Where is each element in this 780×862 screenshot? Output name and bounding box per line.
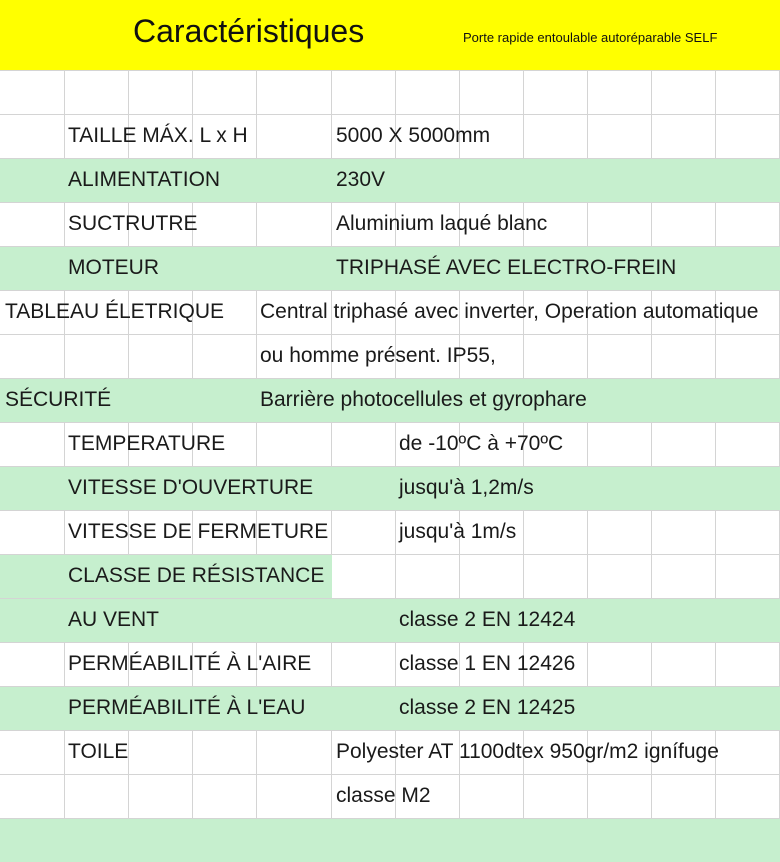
grid-line [587,422,588,466]
spec-value: 5000 X 5000mm [336,124,491,147]
grid-line [715,334,716,378]
grid-line [523,334,524,378]
grid-line [715,510,716,554]
spec-label: VITESSE DE FERMETURE [68,520,329,543]
table-row [0,246,780,290]
table-row [0,334,780,378]
grid-line [523,510,524,554]
grid-line [715,70,716,114]
grid-line [715,114,716,158]
spec-value: Polyester AT 1100dtex 950gr/m2 ignífuge [336,740,719,763]
grid-line [331,510,332,554]
spec-value: de -10ºC à +70ºC [399,432,564,455]
grid-line [0,202,780,203]
grid-line [256,774,257,818]
grid-line [0,642,780,643]
table-row [0,730,780,774]
grid-line [0,378,780,379]
spec-value: Barrière photocellules et gyrophare [260,388,587,411]
grid-line [64,642,65,686]
grid-line [64,202,65,246]
grid-line [715,642,716,686]
grid-line [192,334,193,378]
spec-label: PERMÉABILITÉ À L'EAU [68,696,306,719]
grid-line [587,510,588,554]
table-row [0,378,780,422]
grid-line [0,246,780,247]
spec-label: TABLEAU ÉLETRIQUE [5,300,225,323]
grid-line [64,422,65,466]
grid-line [256,70,257,114]
grid-line [587,202,588,246]
grid-line [0,466,780,467]
grid-line [128,70,129,114]
grid-line [395,642,396,686]
spec-value: jusqu'à 1,2m/s [399,476,534,499]
grid-line [523,114,524,158]
grid-line [651,510,652,554]
grid-line [192,774,193,818]
grid-line [64,774,65,818]
spec-label: MOTEUR [68,256,159,279]
grid-line [715,554,716,598]
grid-line [0,334,780,335]
grid-line [0,554,780,555]
grid-line [331,730,332,774]
grid-line [587,642,588,686]
table-row [0,70,780,114]
grid-line [459,554,460,598]
grid-line [395,510,396,554]
grid-line [64,730,65,774]
spec-label: AU VENT [68,608,160,631]
spec-value: jusqu'à 1m/s [399,520,517,543]
grid-line [395,422,396,466]
grid-line [192,730,193,774]
grid-line [331,642,332,686]
table-row [0,422,780,466]
table-row [0,774,780,818]
grid-line [587,554,588,598]
grid-line [0,730,780,731]
spec-value: Aluminium laqué blanc [336,212,548,235]
grid-line [0,114,780,115]
grid-line [523,554,524,598]
table-row [0,818,780,862]
table-row [0,466,780,510]
grid-line [587,774,588,818]
spec-label: ALIMENTATION [68,168,221,191]
spec-label: TOILE [68,740,129,763]
spec-value: classe 2 EN 12425 [399,696,576,719]
spec-value: classe 2 EN 12424 [399,608,576,631]
grid-line [0,422,780,423]
spec-value: TRIPHASÉ AVEC ELECTRO-FREIN [336,256,677,279]
grid-line [651,422,652,466]
grid-line [587,114,588,158]
grid-line [331,422,332,466]
grid-line [0,70,780,71]
grid-line [331,70,332,114]
grid-line [0,290,780,291]
spec-label: CLASSE DE RÉSISTANCE [68,564,325,587]
grid-line [587,70,588,114]
grid-line [651,70,652,114]
grid-line [715,774,716,818]
grid-line [587,334,588,378]
spec-value: classe 1 EN 12426 [399,652,576,675]
grid-line [256,334,257,378]
spec-label: SUCTRUTRE [68,212,198,235]
spec-value: Central triphasé avec inverter, Operation automatique [260,300,759,323]
grid-line [331,202,332,246]
grid-line [523,70,524,114]
grid-line [395,70,396,114]
grid-line [0,158,780,159]
grid-line [651,554,652,598]
grid-line [64,510,65,554]
grid-line [64,334,65,378]
spec-table [0,70,780,849]
table-row [0,598,780,642]
spec-value: ou homme présent. IP55, [260,344,496,367]
spec-label: VITESSE D'OUVERTURE [68,476,314,499]
grid-line [459,70,460,114]
grid-line [395,554,396,598]
spec-value: classe M2 [336,784,431,807]
grid-line [64,114,65,158]
grid-line [715,422,716,466]
grid-line [0,686,780,687]
empty-cell [332,554,780,598]
table-row [0,114,780,158]
grid-line [256,114,257,158]
grid-line [331,774,332,818]
grid-line [256,202,257,246]
table-row [0,686,780,730]
grid-line [651,114,652,158]
grid-line [651,642,652,686]
grid-line [192,70,193,114]
spec-label: SÉCURITÉ [5,388,112,411]
grid-line [256,730,257,774]
table-row [0,554,780,598]
spec-label: TAILLE MÁX. L x H [68,124,248,147]
table-row [0,510,780,554]
page-subtitle: Porte rapide entoulable autoréparable SELF [463,30,718,45]
spec-label: TEMPERATURE [68,432,226,455]
page-title: Caractéristiques [133,13,365,49]
grid-line [331,114,332,158]
table-row [0,158,780,202]
grid-line [459,774,460,818]
grid-line [0,598,780,599]
grid-line [0,774,780,775]
title-banner [0,0,780,70]
grid-line [523,774,524,818]
grid-line [128,774,129,818]
grid-line [64,70,65,114]
grid-line [0,818,780,819]
grid-line [651,202,652,246]
spec-value: 230V [336,168,386,191]
grid-line [651,774,652,818]
table-row [0,642,780,686]
table-row [0,202,780,246]
grid-line [256,422,257,466]
grid-line [651,334,652,378]
spec-label: PERMÉABILITÉ À L'AIRE [68,652,312,675]
table-row [0,290,780,334]
grid-line [256,290,257,334]
grid-line [715,202,716,246]
grid-line [128,334,129,378]
grid-line [0,510,780,511]
